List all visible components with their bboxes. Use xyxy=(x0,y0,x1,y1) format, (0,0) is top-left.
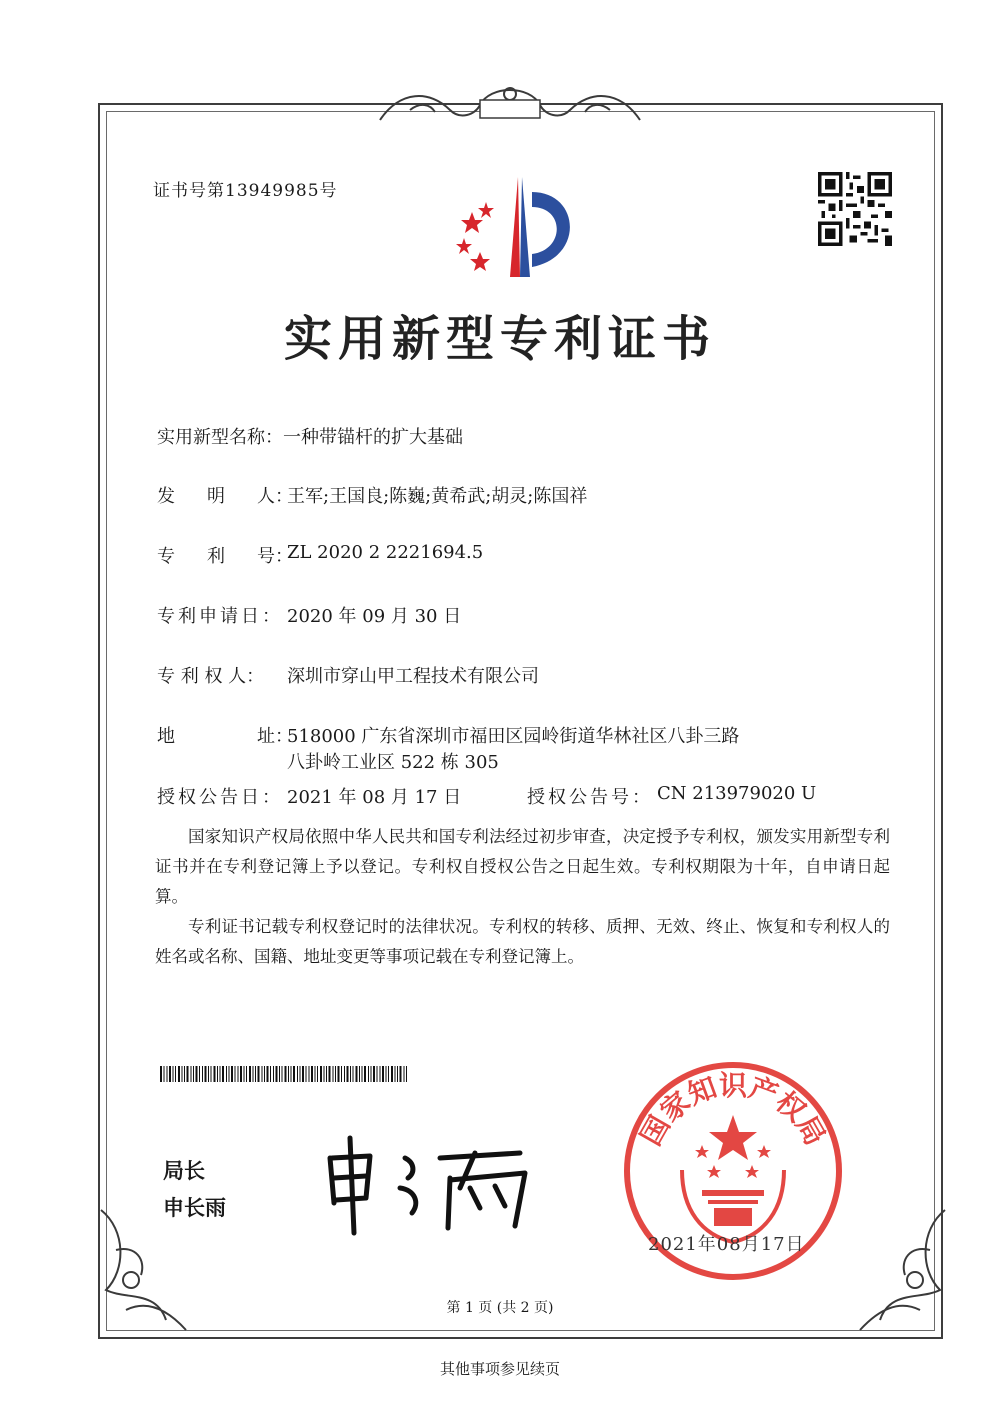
inventor-label-char-2: 明 xyxy=(207,486,225,507)
top-ornament-icon xyxy=(360,80,660,130)
address-label-char-2: 址： xyxy=(257,726,293,747)
address-line-1: 518000 广东省深圳市福田区园岭街道华林社区八卦三路 xyxy=(287,726,740,747)
statement-paragraph-1: 国家知识产权局依照中华人民共和国专利法经过初步审查，决定授予专利权，颁发实用新型专利证书并在专利登记簿上予以登记。专利权自授权公告之日起生效。专利权期限为十年，自申请日起算。 xyxy=(155,827,890,906)
grant-number-value: CN 213979020 U xyxy=(657,783,817,804)
director-signature-icon xyxy=(320,1128,540,1238)
inventor-label-char-1: 发 xyxy=(157,486,175,507)
address-label-char-1: 地 xyxy=(157,726,175,747)
seal-date: 2021年08月17日 xyxy=(648,1234,805,1255)
filing-date-value: 2020 年 09 月 30 日 xyxy=(287,606,462,627)
inventor-label-char-3: 人： xyxy=(257,486,293,507)
grant-date-value: 2021 年 08 月 17 日 xyxy=(287,787,462,808)
statement-paragraph-2: 专利证书记载专利权登记时的法律状况。专利权的转移、质押、无效、终止、恢复和专利权人的姓名或名称、国籍、地址变更等事项记载在专利登记簿上。 xyxy=(155,917,890,966)
utility-model-name-row xyxy=(157,423,463,449)
utility-model-name-value: 一种带锚杆的扩大基础 xyxy=(283,427,463,448)
grant-number-label: 授权公告号： xyxy=(527,787,653,808)
seal-text: 国家知识产权局 xyxy=(633,1069,833,1151)
director-title: 局长 xyxy=(163,1159,205,1183)
patentee-value: 深圳市穿山甲工程技术有限公司 xyxy=(287,666,539,687)
inventor-value: 王军;王国良;陈巍;黄希武;胡灵;陈国祥 xyxy=(287,486,588,507)
utility-model-name-label: 实用新型名称： xyxy=(157,427,283,448)
patent-office-logo-icon xyxy=(450,172,590,287)
certificate-title: 实用新型专利证书 xyxy=(283,311,716,367)
filing-date-label: 专利申请日： xyxy=(157,606,283,627)
patentee-label: 专 利 权 人： xyxy=(157,666,265,687)
patent-number-label-char-1: 专 xyxy=(157,546,175,567)
grant-date-label: 授权公告日： xyxy=(157,787,283,808)
patent-number-value: ZL 2020 2 2221694.5 xyxy=(287,542,484,563)
certificate-number: 证书号第13949985号 xyxy=(153,181,338,201)
address-line-2: 八卦岭工业区 522 栋 305 xyxy=(287,752,499,773)
patent-number-label-char-3: 号： xyxy=(257,546,293,567)
qr-code-icon xyxy=(818,172,892,246)
barcode-icon xyxy=(160,1066,410,1082)
page-number: 第 1 页 (共 2 页) xyxy=(446,1300,554,1316)
patent-number-label-char-2: 利 xyxy=(207,546,225,567)
director-name: 申长雨 xyxy=(163,1196,226,1220)
footer-note: 其他事项参见续页 xyxy=(439,1360,560,1378)
